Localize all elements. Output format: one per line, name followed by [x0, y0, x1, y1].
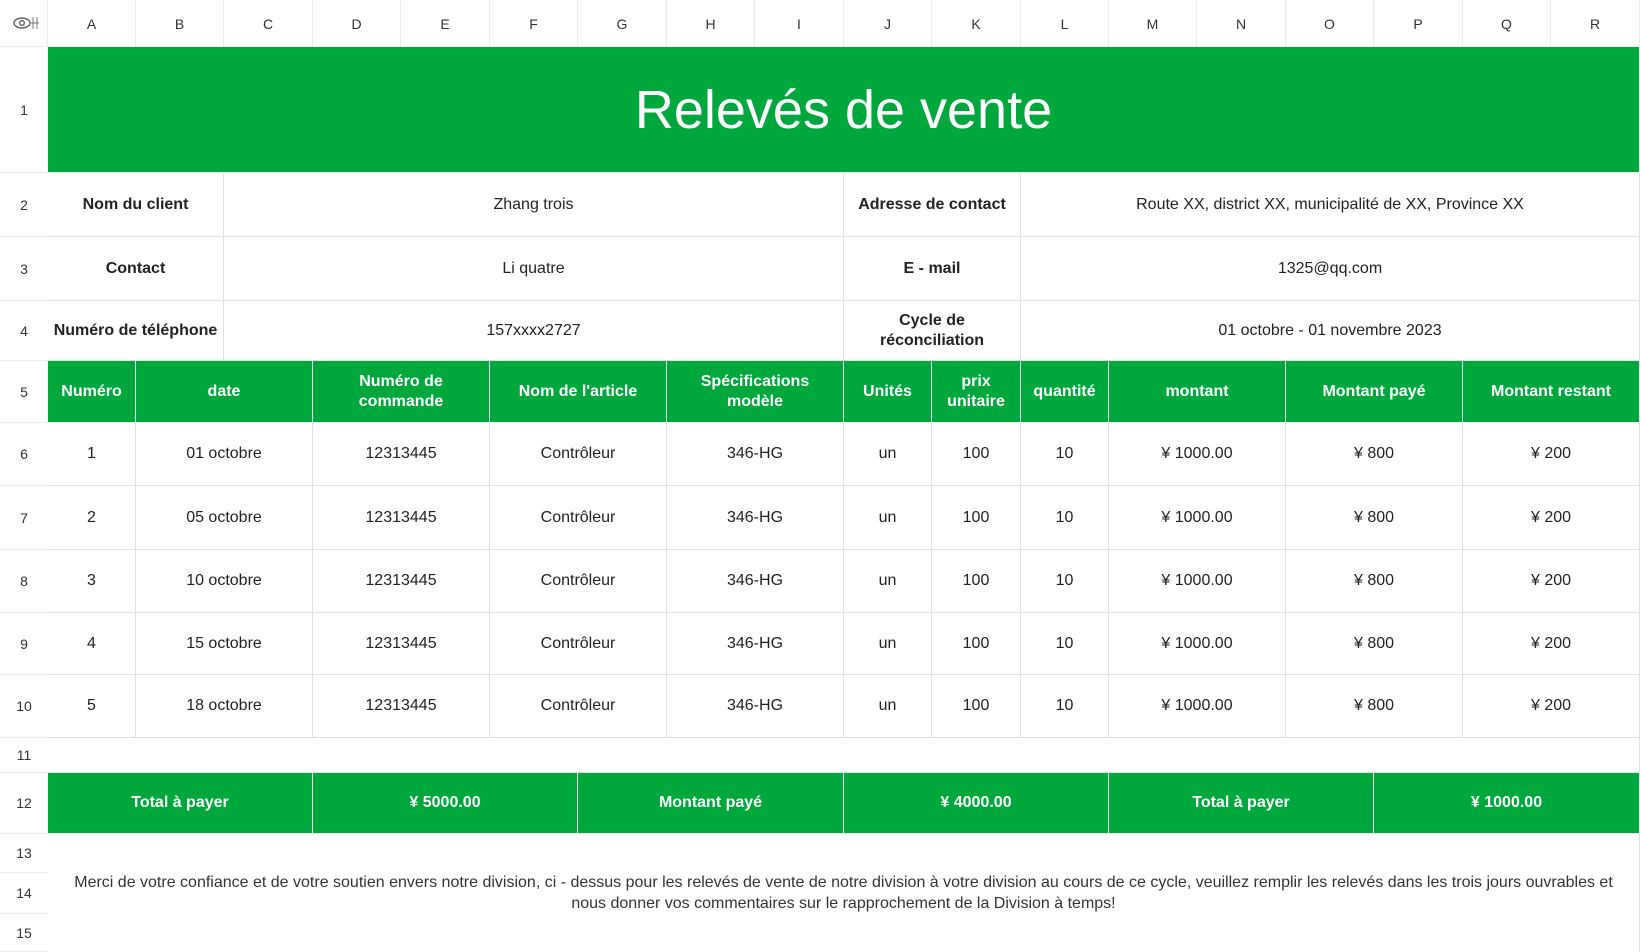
row-header-15[interactable]: 15 — [0, 914, 48, 952]
table-cell[interactable]: 10 — [1021, 550, 1109, 613]
table-cell[interactable]: 346-HG — [667, 550, 844, 613]
table-cell[interactable]: 10 — [1021, 486, 1109, 550]
table-header-cell[interactable]: Montant restant — [1463, 361, 1640, 423]
table-cell[interactable]: 18 octobre — [136, 675, 313, 738]
column-header-l[interactable]: L — [1021, 0, 1109, 47]
table-cell[interactable]: ¥ 800 — [1286, 613, 1463, 675]
table-cell[interactable]: 01 octobre — [136, 423, 313, 486]
table-cell[interactable]: ¥ 800 — [1286, 423, 1463, 486]
client-value[interactable]: Zhang trois — [224, 173, 844, 237]
table-cell[interactable]: Contrôleur — [490, 613, 667, 675]
table-cell[interactable]: 100 — [932, 423, 1021, 486]
table-header-cell[interactable]: Unités — [844, 361, 932, 423]
table-cell[interactable]: 2 — [48, 486, 136, 550]
table-cell[interactable]: ¥ 200 — [1463, 613, 1640, 675]
table-cell[interactable]: Contrôleur — [490, 675, 667, 738]
row-header-3[interactable]: 3 — [0, 237, 48, 301]
row-header-11[interactable]: 11 — [0, 738, 48, 773]
table-cell[interactable]: 346-HG — [667, 675, 844, 738]
table-cell[interactable]: ¥ 800 — [1286, 550, 1463, 613]
table-cell[interactable]: Contrôleur — [490, 486, 667, 550]
table-cell[interactable]: ¥ 1000.00 — [1109, 613, 1286, 675]
row-header-1[interactable]: 1 — [0, 47, 48, 173]
contact-label[interactable]: Contact — [48, 237, 224, 301]
row-header-4[interactable]: 4 — [0, 301, 48, 361]
column-header-f[interactable]: F — [490, 0, 578, 47]
table-cell[interactable]: 12313445 — [313, 613, 490, 675]
column-header-q[interactable]: Q — [1463, 0, 1551, 47]
table-cell[interactable]: 05 octobre — [136, 486, 313, 550]
row-header-14[interactable]: 14 — [0, 873, 48, 914]
row-header-8[interactable]: 8 — [0, 550, 48, 613]
column-header-c[interactable]: C — [224, 0, 313, 47]
row-header-9[interactable]: 9 — [0, 613, 48, 675]
table-header-cell[interactable]: quantité — [1021, 361, 1109, 423]
column-header-b[interactable]: B — [136, 0, 224, 47]
table-cell[interactable]: ¥ 1000.00 — [1109, 675, 1286, 738]
table-header-cell[interactable]: Spécifications modèle — [667, 361, 844, 423]
row-header-7[interactable]: 7 — [0, 486, 48, 550]
empty-row[interactable] — [48, 738, 1640, 773]
table-cell[interactable]: 10 — [1021, 423, 1109, 486]
table-cell[interactable]: 5 — [48, 675, 136, 738]
table-header-cell[interactable]: date — [136, 361, 313, 423]
table-cell[interactable]: un — [844, 423, 932, 486]
footer-note[interactable]: Merci de votre confiance et de votre soutien envers notre division, ci - dessus pour les relevés de vente de notre division à votre division au cours de ce cycle, veuillez remplir les relevés dans les trois jours ouvrables et nous donner vos commentaires sur le rapprochement de la Division à temps! — [48, 834, 1640, 952]
table-cell[interactable]: ¥ 200 — [1463, 550, 1640, 613]
select-all-corner[interactable] — [0, 0, 48, 47]
remaining-value[interactable]: ¥ 1000.00 — [1374, 773, 1640, 834]
column-header-h[interactable]: H — [667, 0, 755, 47]
table-cell[interactable]: ¥ 200 — [1463, 423, 1640, 486]
table-header-cell[interactable]: Numéro — [48, 361, 136, 423]
address-label[interactable]: Adresse de contact — [844, 173, 1021, 237]
cycle-label[interactable]: Cycle de réconciliation — [844, 301, 1021, 361]
cycle-value[interactable]: 01 octobre - 01 novembre 2023 — [1021, 301, 1640, 361]
table-cell[interactable]: ¥ 1000.00 — [1109, 486, 1286, 550]
page-title[interactable]: Relevés de vente — [48, 47, 1640, 173]
table-cell[interactable]: ¥ 800 — [1286, 486, 1463, 550]
table-header-cell[interactable]: Nom de l'article — [490, 361, 667, 423]
table-cell[interactable]: 10 — [1021, 675, 1109, 738]
table-cell[interactable]: 346-HG — [667, 423, 844, 486]
column-header-r[interactable]: R — [1551, 0, 1640, 47]
column-header-o[interactable]: O — [1286, 0, 1374, 47]
paid-value[interactable]: ¥ 4000.00 — [844, 773, 1109, 834]
table-cell[interactable]: ¥ 1000.00 — [1109, 423, 1286, 486]
table-cell[interactable]: 4 — [48, 613, 136, 675]
table-cell[interactable]: 100 — [932, 613, 1021, 675]
table-cell[interactable]: ¥ 800 — [1286, 675, 1463, 738]
table-header-cell[interactable]: prix unitaire — [932, 361, 1021, 423]
eye-icon[interactable] — [12, 14, 40, 34]
table-cell[interactable]: un — [844, 550, 932, 613]
table-cell[interactable]: 100 — [932, 675, 1021, 738]
table-cell[interactable]: un — [844, 613, 932, 675]
row-header-12[interactable]: 12 — [0, 773, 48, 834]
email-label[interactable]: E - mail — [844, 237, 1021, 301]
table-cell[interactable]: 346-HG — [667, 613, 844, 675]
address-value[interactable]: Route XX, district XX, municipalité de XX, Province XX — [1021, 173, 1640, 237]
table-cell[interactable]: 100 — [932, 550, 1021, 613]
table-cell[interactable]: 346-HG — [667, 486, 844, 550]
table-cell[interactable]: Contrôleur — [490, 550, 667, 613]
column-header-a[interactable]: A — [48, 0, 136, 47]
column-header-k[interactable]: K — [932, 0, 1021, 47]
total-label[interactable]: Total à payer — [48, 773, 313, 834]
table-cell[interactable]: 10 octobre — [136, 550, 313, 613]
table-header-cell[interactable]: montant — [1109, 361, 1286, 423]
table-cell[interactable]: un — [844, 675, 932, 738]
email-value[interactable]: 1325@qq.com — [1021, 237, 1640, 301]
phone-value[interactable]: 157xxxx2727 — [224, 301, 844, 361]
column-header-j[interactable]: J — [844, 0, 932, 47]
table-header-cell[interactable]: Numéro de commande — [313, 361, 490, 423]
column-header-p[interactable]: P — [1374, 0, 1463, 47]
row-header-6[interactable]: 6 — [0, 423, 48, 486]
column-header-g[interactable]: G — [578, 0, 667, 47]
table-cell[interactable]: Contrôleur — [490, 423, 667, 486]
table-cell[interactable]: ¥ 200 — [1463, 675, 1640, 738]
table-cell[interactable]: 15 octobre — [136, 613, 313, 675]
column-header-i[interactable]: I — [755, 0, 844, 47]
table-cell[interactable]: un — [844, 486, 932, 550]
table-cell[interactable]: 12313445 — [313, 675, 490, 738]
row-header-13[interactable]: 13 — [0, 834, 48, 873]
table-header-cell[interactable]: Montant payé — [1286, 361, 1463, 423]
row-header-2[interactable]: 2 — [0, 173, 48, 237]
column-header-n[interactable]: N — [1197, 0, 1286, 47]
paid-label[interactable]: Montant payé — [578, 773, 844, 834]
table-cell[interactable]: 100 — [932, 486, 1021, 550]
client-label[interactable]: Nom du client — [48, 173, 224, 237]
remaining-label[interactable]: Total à payer — [1109, 773, 1374, 834]
column-header-m[interactable]: M — [1109, 0, 1197, 47]
table-cell[interactable]: ¥ 200 — [1463, 486, 1640, 550]
table-cell[interactable]: 1 — [48, 423, 136, 486]
table-cell[interactable]: 12313445 — [313, 486, 490, 550]
table-cell[interactable]: 12313445 — [313, 423, 490, 486]
table-cell[interactable]: 10 — [1021, 613, 1109, 675]
total-value[interactable]: ¥ 5000.00 — [313, 773, 578, 834]
phone-label[interactable]: Numéro de téléphone — [48, 301, 224, 361]
table-cell[interactable]: 12313445 — [313, 550, 490, 613]
column-header-e[interactable]: E — [401, 0, 490, 47]
row-header-5[interactable]: 5 — [0, 361, 48, 423]
table-cell[interactable]: ¥ 1000.00 — [1109, 550, 1286, 613]
column-header-d[interactable]: D — [313, 0, 401, 47]
row-header-10[interactable]: 10 — [0, 675, 48, 738]
contact-value[interactable]: Li quatre — [224, 237, 844, 301]
table-cell[interactable]: 3 — [48, 550, 136, 613]
